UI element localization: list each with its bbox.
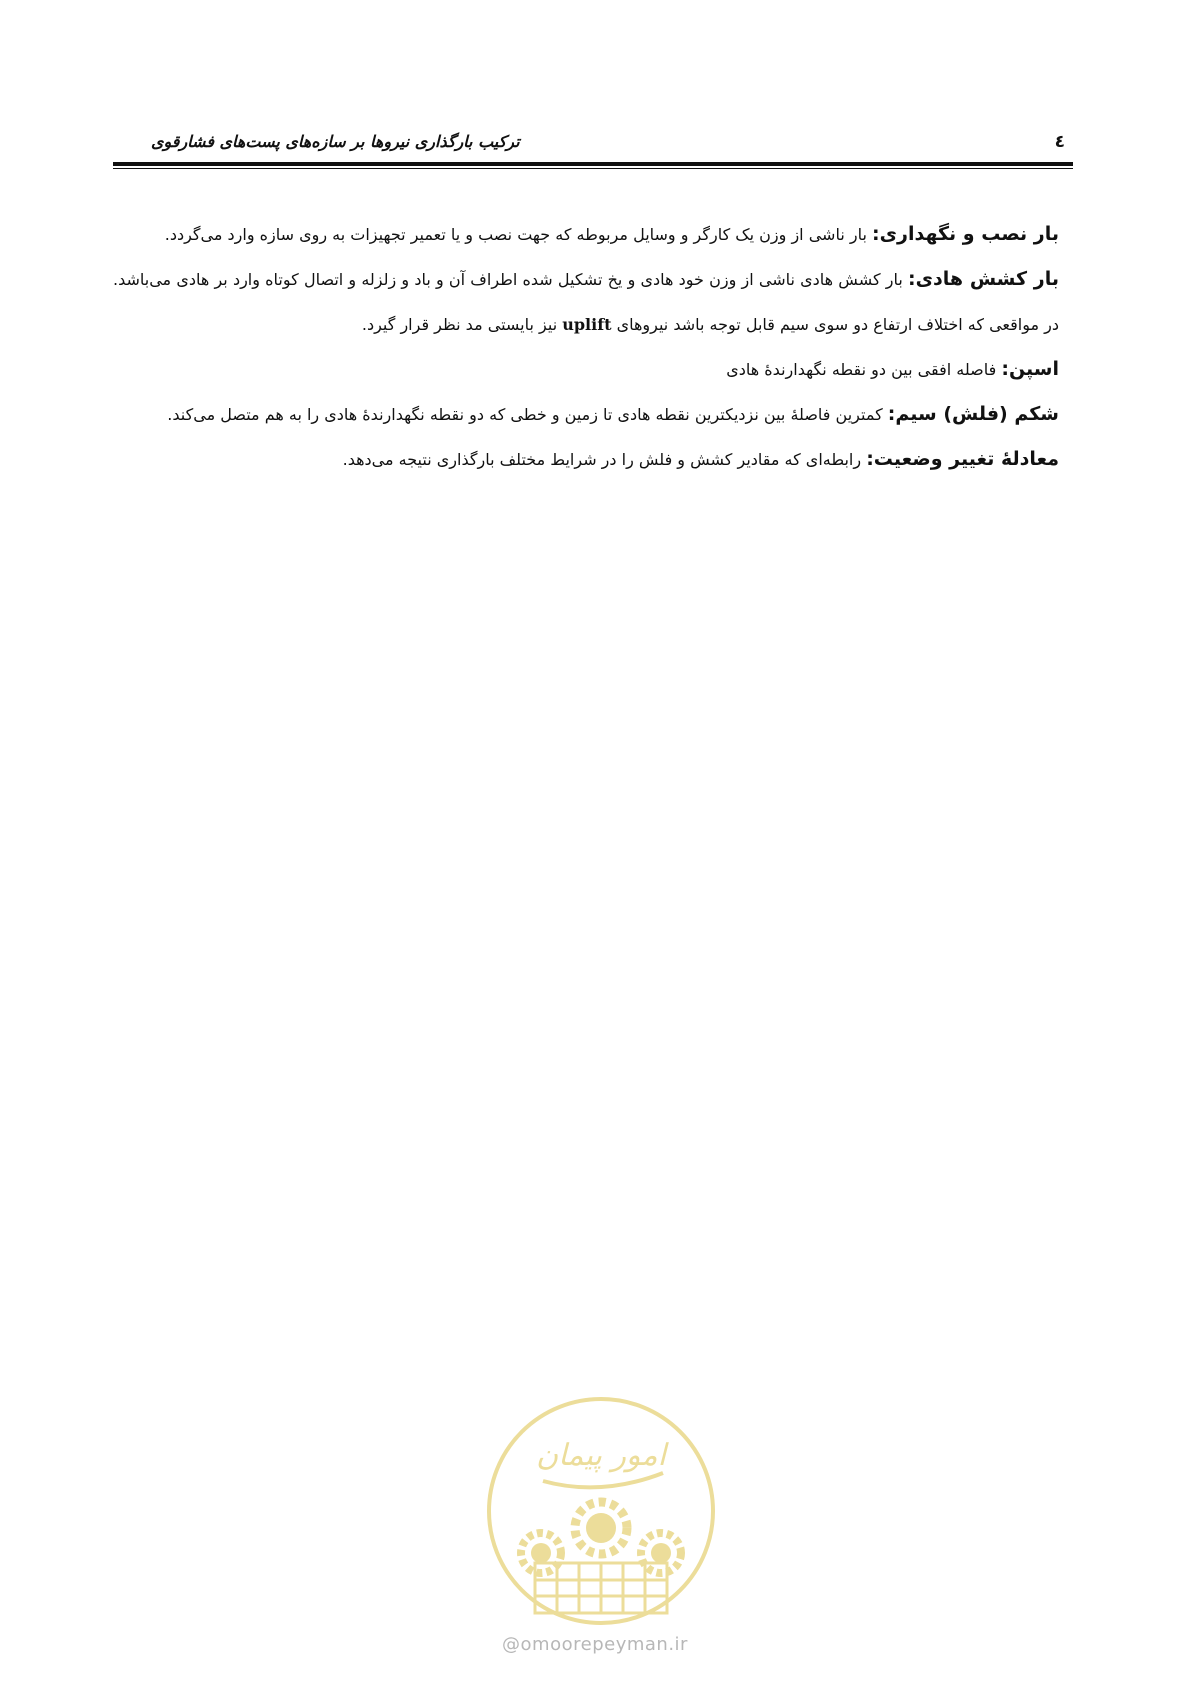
- definition-text: رابطه‌ای که مقادیر کشش و فلش را در شرایط مختلف بارگذاری نتیجه می‌دهد.: [342, 450, 867, 469]
- definition-term: معادلهٔ تغییر وضعیت:: [866, 448, 1059, 470]
- definition-text: بار کشش هادی ناشی از وزن خود هادی و یخ تشکیل شده اطراف آن و باد و زلزله و اتصال کوتاه وارد بر هادی می‌باشد. در مواقعی که اختلاف ارتفاع دو سوی سیم قابل توجه باشد نیروهای: [113, 270, 1059, 334]
- gear-icon: [521, 1533, 561, 1573]
- page-header: [113, 128, 1073, 162]
- gear-icon: [641, 1533, 681, 1573]
- latin-term-uplift: uplift: [562, 315, 612, 334]
- definition-term: اسپن:: [1001, 358, 1059, 380]
- header-rule-thick: [113, 162, 1073, 166]
- definition-text: کمترین فاصلهٔ بین نزدیکترین نقطه هادی تا زمین و خطی که دو نقطه نگهدارندهٔ هادی را به هم متصل می‌کند.: [167, 405, 888, 424]
- page-number: ٤: [1054, 132, 1065, 152]
- definition-term: بار نصب و نگهداری:: [872, 223, 1059, 245]
- definition-sag: [113, 392, 1059, 437]
- definition-text: نیز بایستی مد نظر قرار گیرد.: [361, 315, 563, 334]
- definition-text: فاصله افقی بین دو نقطه نگهدارندهٔ هادی: [726, 360, 1002, 379]
- definition-span: [113, 347, 1059, 392]
- definition-conductor-tension: [113, 257, 1059, 347]
- gear-icon: [575, 1502, 627, 1554]
- definitions-list: [113, 212, 1059, 482]
- definition-change-of-state-equation: [113, 437, 1059, 482]
- running-title: ترکیب بارگذاری نیروها بر سازه‌های پست‌های فشارقوی: [151, 132, 520, 151]
- definition-term: شکم (فلش) سیم:: [887, 403, 1059, 425]
- watermark-logo-text: امور پیمان: [536, 1438, 666, 1473]
- definition-text: بار ناشی از وزن یک کارگر و وسایل مربوطه که جهت نصب و یا تعمیر تجهیزات به روی سازه وارد می‌گردد.: [164, 225, 872, 244]
- header-rule-thin: [113, 168, 1073, 169]
- watermark-logo: [483, 1393, 719, 1629]
- watermark-url: @omoorepeyman.ir: [502, 1634, 688, 1655]
- definition-installation-load: [113, 212, 1059, 257]
- definition-term: بار کشش هادی:: [908, 268, 1059, 290]
